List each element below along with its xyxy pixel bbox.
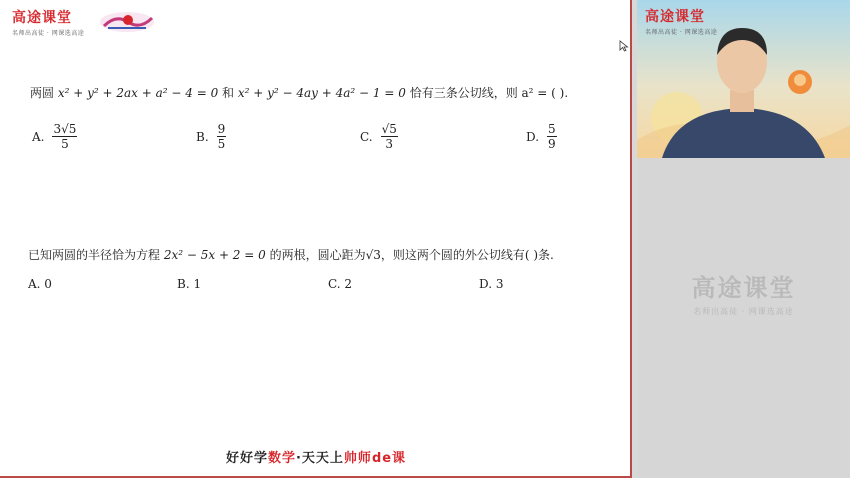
fraction-numerator: √5 bbox=[381, 122, 397, 136]
footer-part-1: 好好学 bbox=[225, 451, 268, 466]
slide-footer-slogan bbox=[0, 447, 632, 466]
video-brand-logo-text: 高途课堂 bbox=[645, 9, 705, 25]
question-1-prefix: 两圆 bbox=[30, 86, 58, 100]
footer-part-4: 帅师 bbox=[343, 451, 372, 466]
right-side-panel bbox=[637, 158, 850, 478]
question-2-option-d[interactable]: D. 3 bbox=[479, 277, 504, 291]
question-2-prefix: 已知两圆的半径恰为方程 bbox=[28, 248, 164, 262]
question-2-suffix: 的两根，圆心距为√3，则这两个圆的外公切线有( )条. bbox=[265, 248, 554, 262]
watermark-slogan: 名师出高徒 · 网课选高途 bbox=[693, 307, 794, 316]
video-brand-slogan: 名师出高徒 · 网课选高途 bbox=[645, 29, 718, 36]
question-1-equation-2: x² + y² − 4ay + 4a² − 1 = 0 bbox=[237, 86, 406, 100]
question-2-option-b[interactable]: B. 1 bbox=[177, 277, 202, 291]
option-label: D. bbox=[526, 129, 540, 144]
option-label: C. bbox=[360, 129, 373, 144]
brand-slogan: 名师出高徒 · 网课选高途 bbox=[12, 30, 85, 37]
question-1-option-b[interactable] bbox=[196, 122, 226, 151]
question-2-equation: 2x² − 5x + 2 = 0 bbox=[163, 248, 266, 262]
question-2-option-c[interactable]: C. 2 bbox=[328, 277, 353, 291]
fraction-denominator: 5 bbox=[217, 137, 226, 151]
watermark bbox=[637, 268, 850, 317]
question-1-equation-1: x² + y² + 2ax + a² − 4 = 0 bbox=[57, 86, 219, 100]
question-1-suffix: 恰有三条公切线，则 a² = ( ). bbox=[405, 86, 569, 100]
question-1-connector: 和 bbox=[218, 86, 238, 100]
option-label: B. bbox=[196, 129, 209, 144]
option-fraction bbox=[52, 122, 77, 151]
option-fraction bbox=[217, 122, 227, 151]
option-fraction bbox=[547, 122, 557, 151]
question-1-text bbox=[30, 84, 568, 101]
fraction-denominator: 3 bbox=[385, 137, 394, 151]
teacher-video-feed[interactable] bbox=[637, 0, 850, 158]
fraction-numerator: 3√5 bbox=[53, 122, 77, 136]
watermark-brand: 高途课堂 bbox=[691, 274, 796, 302]
footer-part-3: ·天天上 bbox=[295, 451, 344, 466]
fraction-numerator: 9 bbox=[217, 122, 226, 136]
fraction-numerator: 5 bbox=[548, 122, 556, 136]
option-label: A. bbox=[32, 129, 45, 144]
footer-part-2: 数学 bbox=[267, 451, 296, 466]
course-badge-icon bbox=[98, 10, 156, 34]
teacher-avatar-icon bbox=[637, 0, 850, 158]
question-1-option-a[interactable] bbox=[32, 122, 77, 151]
footer-part-5: de课 bbox=[371, 451, 407, 466]
question-2-option-a[interactable]: A. 0 bbox=[28, 277, 52, 291]
question-1-option-d[interactable] bbox=[526, 122, 557, 151]
fraction-denominator: 9 bbox=[548, 137, 556, 151]
fraction-denominator: 5 bbox=[61, 137, 69, 151]
brand-logo bbox=[12, 7, 84, 37]
question-2-text bbox=[28, 246, 554, 263]
question-1-option-c[interactable] bbox=[360, 122, 398, 151]
option-fraction bbox=[381, 122, 398, 151]
brand-logo-text: 高途课堂 bbox=[12, 10, 72, 26]
mouse-cursor-icon bbox=[619, 40, 629, 52]
